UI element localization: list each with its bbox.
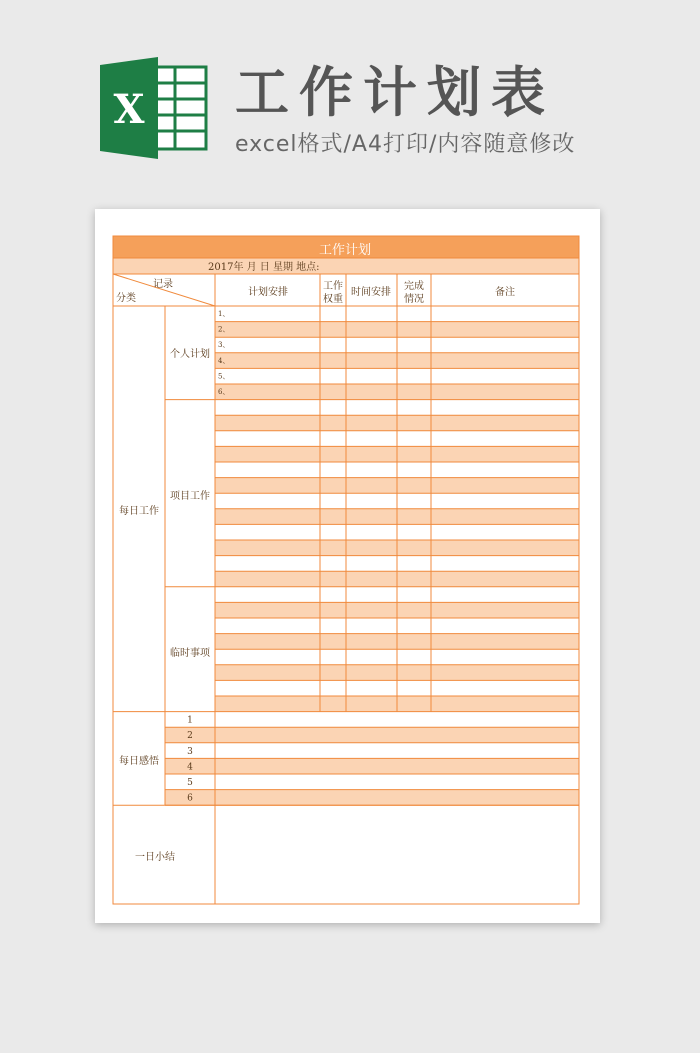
page-subtitle: excel格式/A4打印/内容随意修改: [235, 132, 576, 157]
personal-plan-item: 5、: [218, 372, 230, 381]
reflection-item: 4: [187, 762, 193, 773]
date-line: 2017年 月 日 星期 地点:: [208, 262, 320, 273]
sheet-paper: [95, 209, 600, 923]
header-note: 备注: [495, 287, 515, 298]
page-title: 工作计划表: [235, 61, 555, 124]
header-weight-2: 权重: [323, 294, 343, 305]
sub-personal-plan: 个人计划: [170, 349, 210, 360]
work-plan-table: [95, 209, 600, 923]
excel-logo-icon: [100, 57, 208, 159]
reflection-row-band: [165, 790, 579, 806]
header-weight-1: 工作: [323, 281, 343, 292]
sub-project-work: 项目工作: [170, 491, 210, 502]
date-row: [113, 258, 579, 274]
reflection-item: 5: [187, 778, 193, 788]
category-daily-reflection: 每日感悟: [119, 756, 159, 767]
reflection-item: 1: [187, 715, 193, 726]
reflection-item: 2: [187, 731, 193, 742]
sub-temporary-items: 临时事项: [170, 648, 210, 659]
personal-plan-item: 4、: [218, 356, 230, 365]
header-done-1: 完成: [404, 281, 424, 292]
banner: [0, 0, 700, 200]
category-daily-work: 每日工作: [119, 506, 159, 517]
sheet-title: 工作计划: [318, 243, 372, 258]
header-plan: 计划安排: [248, 287, 288, 298]
header-record: 记录: [153, 279, 173, 290]
logo-letter: X: [113, 86, 145, 133]
reflection-row-band: [165, 758, 579, 774]
personal-plan-item: 3、: [218, 341, 230, 350]
reflection-row-band: [165, 727, 579, 743]
header-time: 时间安排: [351, 287, 391, 298]
reflection-item: 3: [187, 746, 193, 757]
reflection-item: 6: [187, 793, 193, 804]
personal-plan-item: 6、: [218, 388, 230, 396]
category-summary: 一日小结: [135, 852, 175, 863]
personal-plan-item: 1、: [218, 310, 230, 318]
personal-plan-item: 2、: [218, 325, 230, 334]
header-category: 分类: [116, 293, 136, 304]
header-done-2: 情况: [404, 294, 424, 305]
